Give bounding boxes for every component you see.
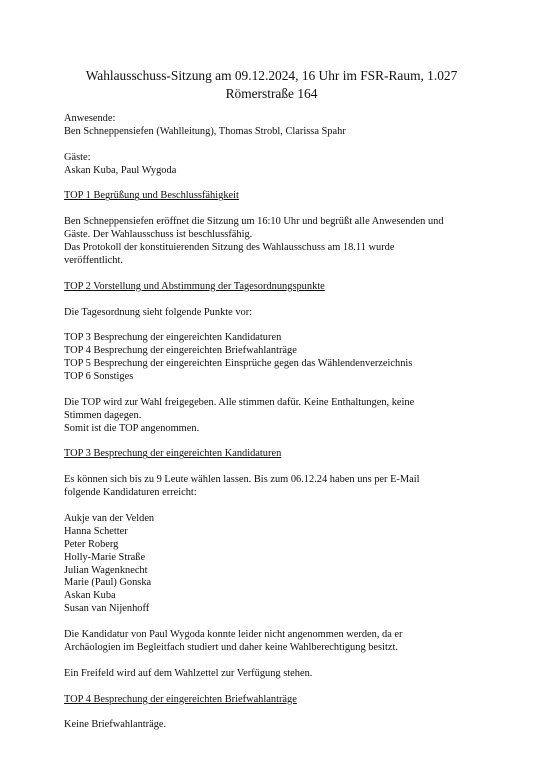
document-title (20, 67, 523, 103)
candidate-item: Peter Roberg (64, 538, 119, 550)
top3-note-line: Die Kandidatur von Paul Wygoda konnte leider nicht angenommen werden, da er (64, 629, 403, 641)
title-line-2: Römerstraße 164 (225, 86, 318, 101)
top1-heading: TOP 1 Begrüßung und Beschlussfähigkeit (64, 190, 239, 202)
agenda-item: TOP 5 Besprechung der eingereichten Einsprüche gegen das Wählendenverzeichnis (64, 358, 413, 370)
title-line-1: Wahlausschuss-Sitzung am 09.12.2024, 16 Uhr im FSR-Raum, 1.027 (85, 68, 458, 83)
top1-text-line: Gäste. Der Wahlausschuss ist beschlussfähig. (64, 229, 253, 241)
candidate-item: Susan van Nijenhoff (64, 603, 150, 615)
top2-heading: TOP 2 Vorstellung und Abstimmung der Tagesordnungspunkte (64, 280, 325, 292)
candidate-item: Marie (Paul) Gonska (64, 577, 152, 589)
top3-intro-line: Es können sich bis zu 9 Leute wählen lassen. Bis zum 06.12.24 haben uns per E-Mail (64, 474, 420, 486)
top1-text-line: Ben Schneppensiefen eröffnet die Sitzung um 16:10 Uhr und begrüßt alle Anwesenden und (64, 216, 444, 228)
top1-text-line: veröffentlicht. (64, 254, 123, 266)
candidate-item: Askan Kuba (64, 590, 116, 602)
guests-label: Gäste: (64, 151, 91, 163)
attendees-label: Anwesende: (64, 113, 116, 124)
top2-result-line: Somit ist die TOP angenommen. (64, 422, 200, 434)
top3-intro-line: folgende Kandidaturen erreicht: (64, 487, 197, 499)
attendees-list: Ben Schneppensiefen (Wahlleitung), Thomas Strobl, Clarissa Spahr (64, 125, 346, 137)
candidate-item: Hanna Schetter (64, 525, 128, 537)
agenda-item: TOP 3 Besprechung der eingereichten Kandidaturen (64, 332, 282, 344)
top2-result-line: Stimmen dagegen. (64, 409, 142, 421)
top4-heading: TOP 4 Besprechung der eingereichten Briefwahlanträge (64, 693, 297, 705)
guests-list: Askan Kuba, Paul Wygoda (64, 164, 177, 176)
candidate-item: Julian Wagenknecht (64, 564, 148, 576)
document-body (64, 113, 504, 732)
top3-heading: TOP 3 Besprechung der eingereichten Kandidaturen (64, 448, 282, 460)
agenda-item: TOP 4 Besprechung der eingereichten Briefwahlanträge (64, 345, 297, 357)
candidate-item: Holly-Marie Straße (64, 551, 146, 563)
top3-free-field-note: Ein Freifeld wird auf dem Wahlzettel zur Verfügung stehen. (64, 667, 313, 679)
agenda-item: TOP 6 Sonstiges (64, 371, 134, 383)
top4-text: Keine Briefwahlanträge. (64, 719, 167, 731)
top1-text-line: Das Protokoll der konstituierenden Sitzung des Wahlausschuss am 18.11 wurde (64, 242, 395, 254)
top2-intro: Die Tagesordnung sieht folgende Punkte vor: (64, 306, 253, 318)
candidate-item: Aukje van der Velden (64, 512, 155, 524)
top2-result-line: Die TOP wird zur Wahl freigegeben. Alle stimmen dafür. Keine Enthaltungen, keine (64, 396, 415, 408)
top3-note-line: Archäologien im Begleitfach studiert und daher keine Wahlberechtigung besitzt. (64, 641, 398, 653)
